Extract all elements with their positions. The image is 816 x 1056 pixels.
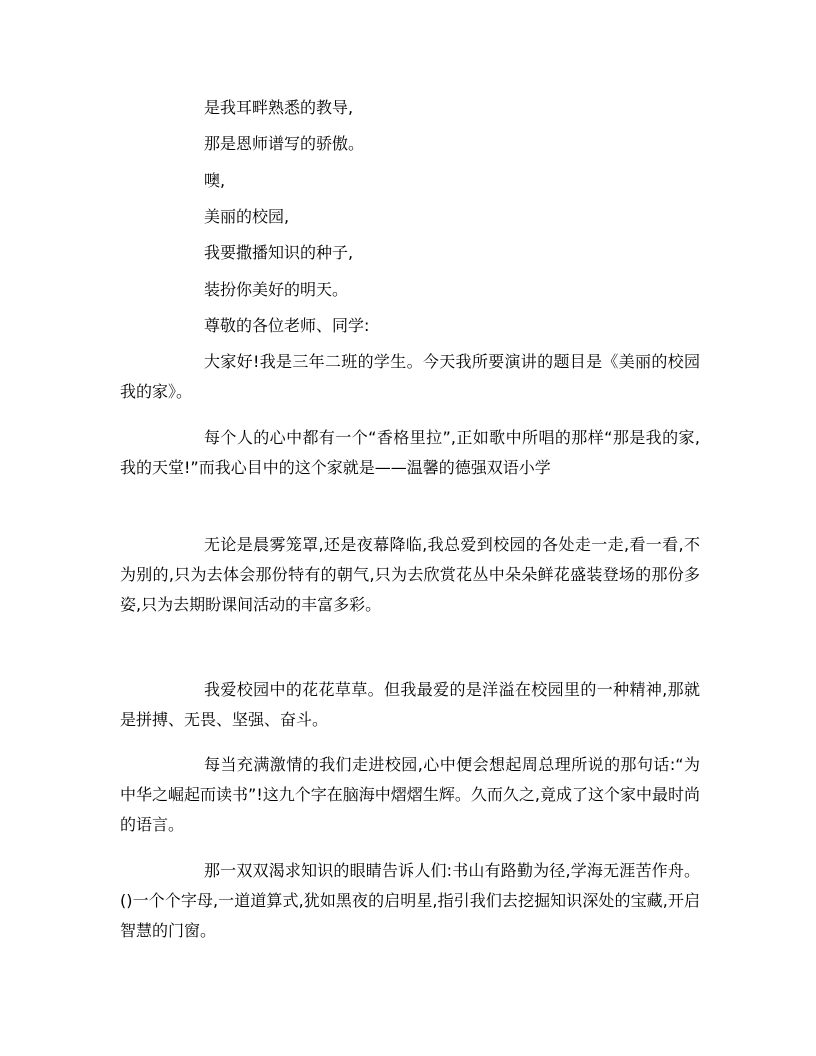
salutation: 尊敬的各位老师、同学: (204, 316, 370, 335)
paragraph: 每当充满激情的我们走进校园,心中便会想起周总理所说的那句话:“为中华之崛起而读书”!这九个字在脑海中熠熠生辉。久而久之,竟成了这个家中最时尚的语言。 (120, 755, 700, 834)
paragraph: 那一双双渴求知识的眼睛告诉人们:书山有路勤为径,学海无涯苦作舟。()一个个字母,一道道算式,犹如黑夜的启明星,指引我们去挖掘知识深处的宝藏,开启智慧的门窗。 (120, 861, 700, 940)
poem-line: 是我耳畔熟悉的教导, (204, 98, 354, 117)
poem-line: 我要撒播知识的种子, (204, 243, 354, 262)
poem-line: 那是恩师谱写的骄傲。 (204, 134, 365, 153)
poem-line: 装扮你美好的明天。 (204, 280, 349, 299)
paragraph: 我爱校园中的花花草草。但我最爱的是洋溢在校园里的一种精神,那就是拼搏、无畏、坚强、奋斗。 (120, 680, 700, 729)
poem-line: 噢, (204, 171, 226, 190)
paragraph: 无论是晨雾笼罩,还是夜幕降临,我总爱到校园的各处走一走,看一看,不为别的,只为去体会那份特有的朝气,只为去欣赏花丛中朵朵鲜花盛装登场的那份多姿,只为去期盼课间活动的丰富多彩。 (120, 535, 700, 614)
paragraph: 大家好!我是三年二班的学生。今天我所要演讲的题目是《美丽的校园我的家》。 (120, 352, 700, 401)
poem-line: 美丽的校园, (204, 207, 290, 226)
paragraph: 每个人的心中都有一个“香格里拉”,正如歌中所唱的那样“那是我的家,我的天堂!”而我心目中的这个家就是——温馨的德强双语小学 (120, 428, 700, 477)
